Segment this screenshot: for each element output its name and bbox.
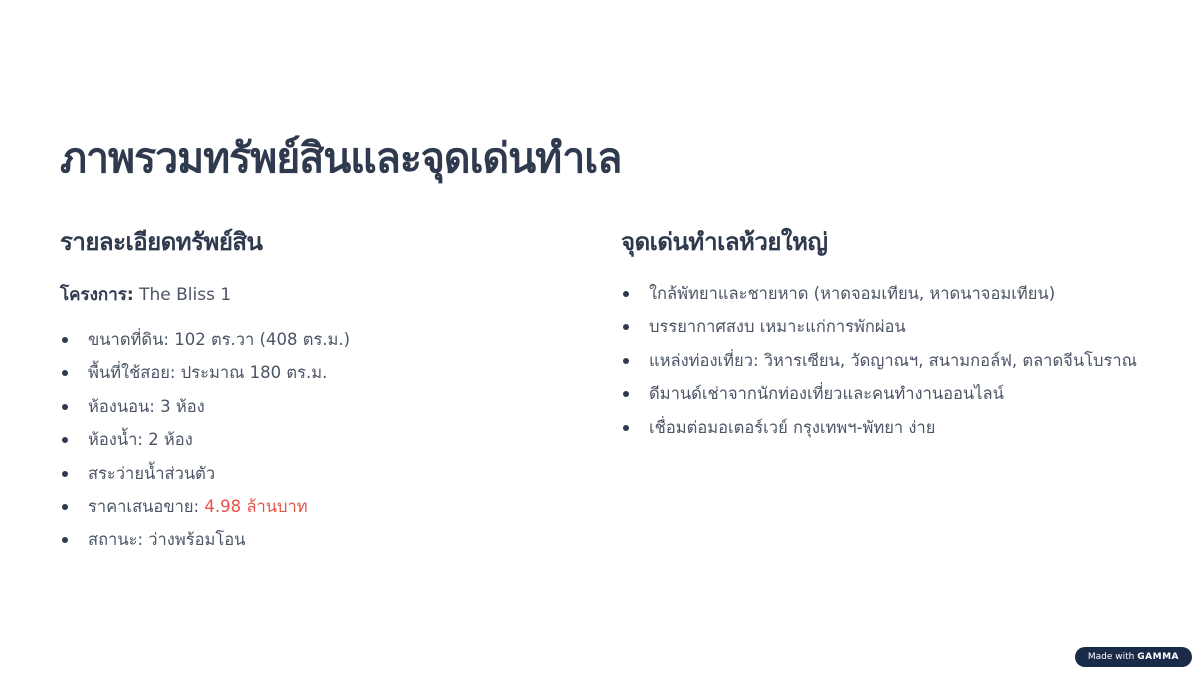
property-details-heading: รายละเอียดทรัพย์สิน	[60, 228, 263, 256]
bullet-icon	[62, 337, 68, 343]
list-item	[621, 351, 1161, 384]
property-details-section	[60, 222, 560, 564]
list-item-price	[60, 497, 560, 530]
list-item-land-size	[60, 330, 560, 363]
price-value: 4.98 ล้านบาท	[204, 496, 308, 516]
list-item-bathrooms	[60, 430, 560, 463]
list-item	[621, 384, 1161, 417]
bullet-icon	[62, 471, 68, 477]
list-item-text: พื้นที่ใช้สอย: ประมาณ 180 ตร.ม.	[88, 363, 328, 383]
list-item-usable-area	[60, 363, 560, 396]
list-item	[621, 418, 1161, 451]
bullet-icon	[623, 391, 629, 397]
bullet-icon	[62, 537, 68, 543]
badge-prefix: Made with	[1087, 652, 1135, 662]
list-item-bedrooms	[60, 397, 560, 430]
list-item-text: ห้องนอน: 3 ห้อง	[88, 396, 205, 416]
list-item-text: ใกล้พัทยาและชายหาด (หาดจอมเทียน, หาดนาจอมเทียน)	[649, 284, 1056, 303]
bullet-icon	[623, 358, 629, 364]
list-item-text: สถานะ: ว่างพร้อมโอน	[88, 530, 246, 550]
project-line	[60, 281, 560, 308]
location-highlights-section	[621, 222, 1161, 451]
list-item-text: ขนาดที่ดิน: 102 ตร.วา (408 ตร.ม.)	[88, 330, 351, 349]
price-label: ราคาเสนอขาย:	[88, 496, 200, 516]
list-item-text: สระว่ายน้ำส่วนตัว	[88, 463, 216, 483]
list-item-status	[60, 530, 560, 563]
list-item-text: เชื่อมต่อมอเตอร์เวย์ กรุงเทพฯ-พัทยา ง่าย	[649, 417, 936, 437]
bullet-icon	[623, 324, 629, 330]
bullet-icon	[62, 437, 68, 443]
list-item-text: ดีมานด์เช่าจากนักท่องเที่ยวและคนทำงานออนไลน์	[649, 384, 1004, 404]
property-details-list	[60, 330, 560, 564]
list-item	[621, 317, 1161, 350]
bullet-icon	[62, 504, 68, 510]
bullet-icon	[62, 404, 68, 410]
list-item-text: แหล่งท่องเที่ยว: วิหารเซียน, วัดญาณฯ, สนามกอล์ฟ, ตลาดจีนโบราณ	[649, 350, 1137, 370]
location-highlights-heading: จุดเด่นทำเลห้วยใหญ่	[621, 228, 828, 256]
list-item-text: บรรยากาศสงบ เหมาะแก่การพักผ่อน	[649, 317, 906, 337]
page-title: ภาพรวมทรัพย์สินและจุดเด่นทำเล	[60, 134, 622, 182]
gamma-logo: GAMMA	[1137, 652, 1179, 662]
project-label: โครงการ:	[60, 285, 134, 305]
bullet-icon	[62, 370, 68, 376]
made-with-gamma-badge[interactable]	[1075, 647, 1192, 667]
bullet-icon	[623, 291, 629, 297]
location-highlights-list	[621, 284, 1161, 451]
project-name: The Bliss 1	[139, 285, 232, 305]
list-item-pool	[60, 464, 560, 497]
list-item-text: ห้องน้ำ: 2 ห้อง	[88, 430, 193, 450]
list-item	[621, 284, 1161, 317]
bullet-icon	[623, 425, 629, 431]
